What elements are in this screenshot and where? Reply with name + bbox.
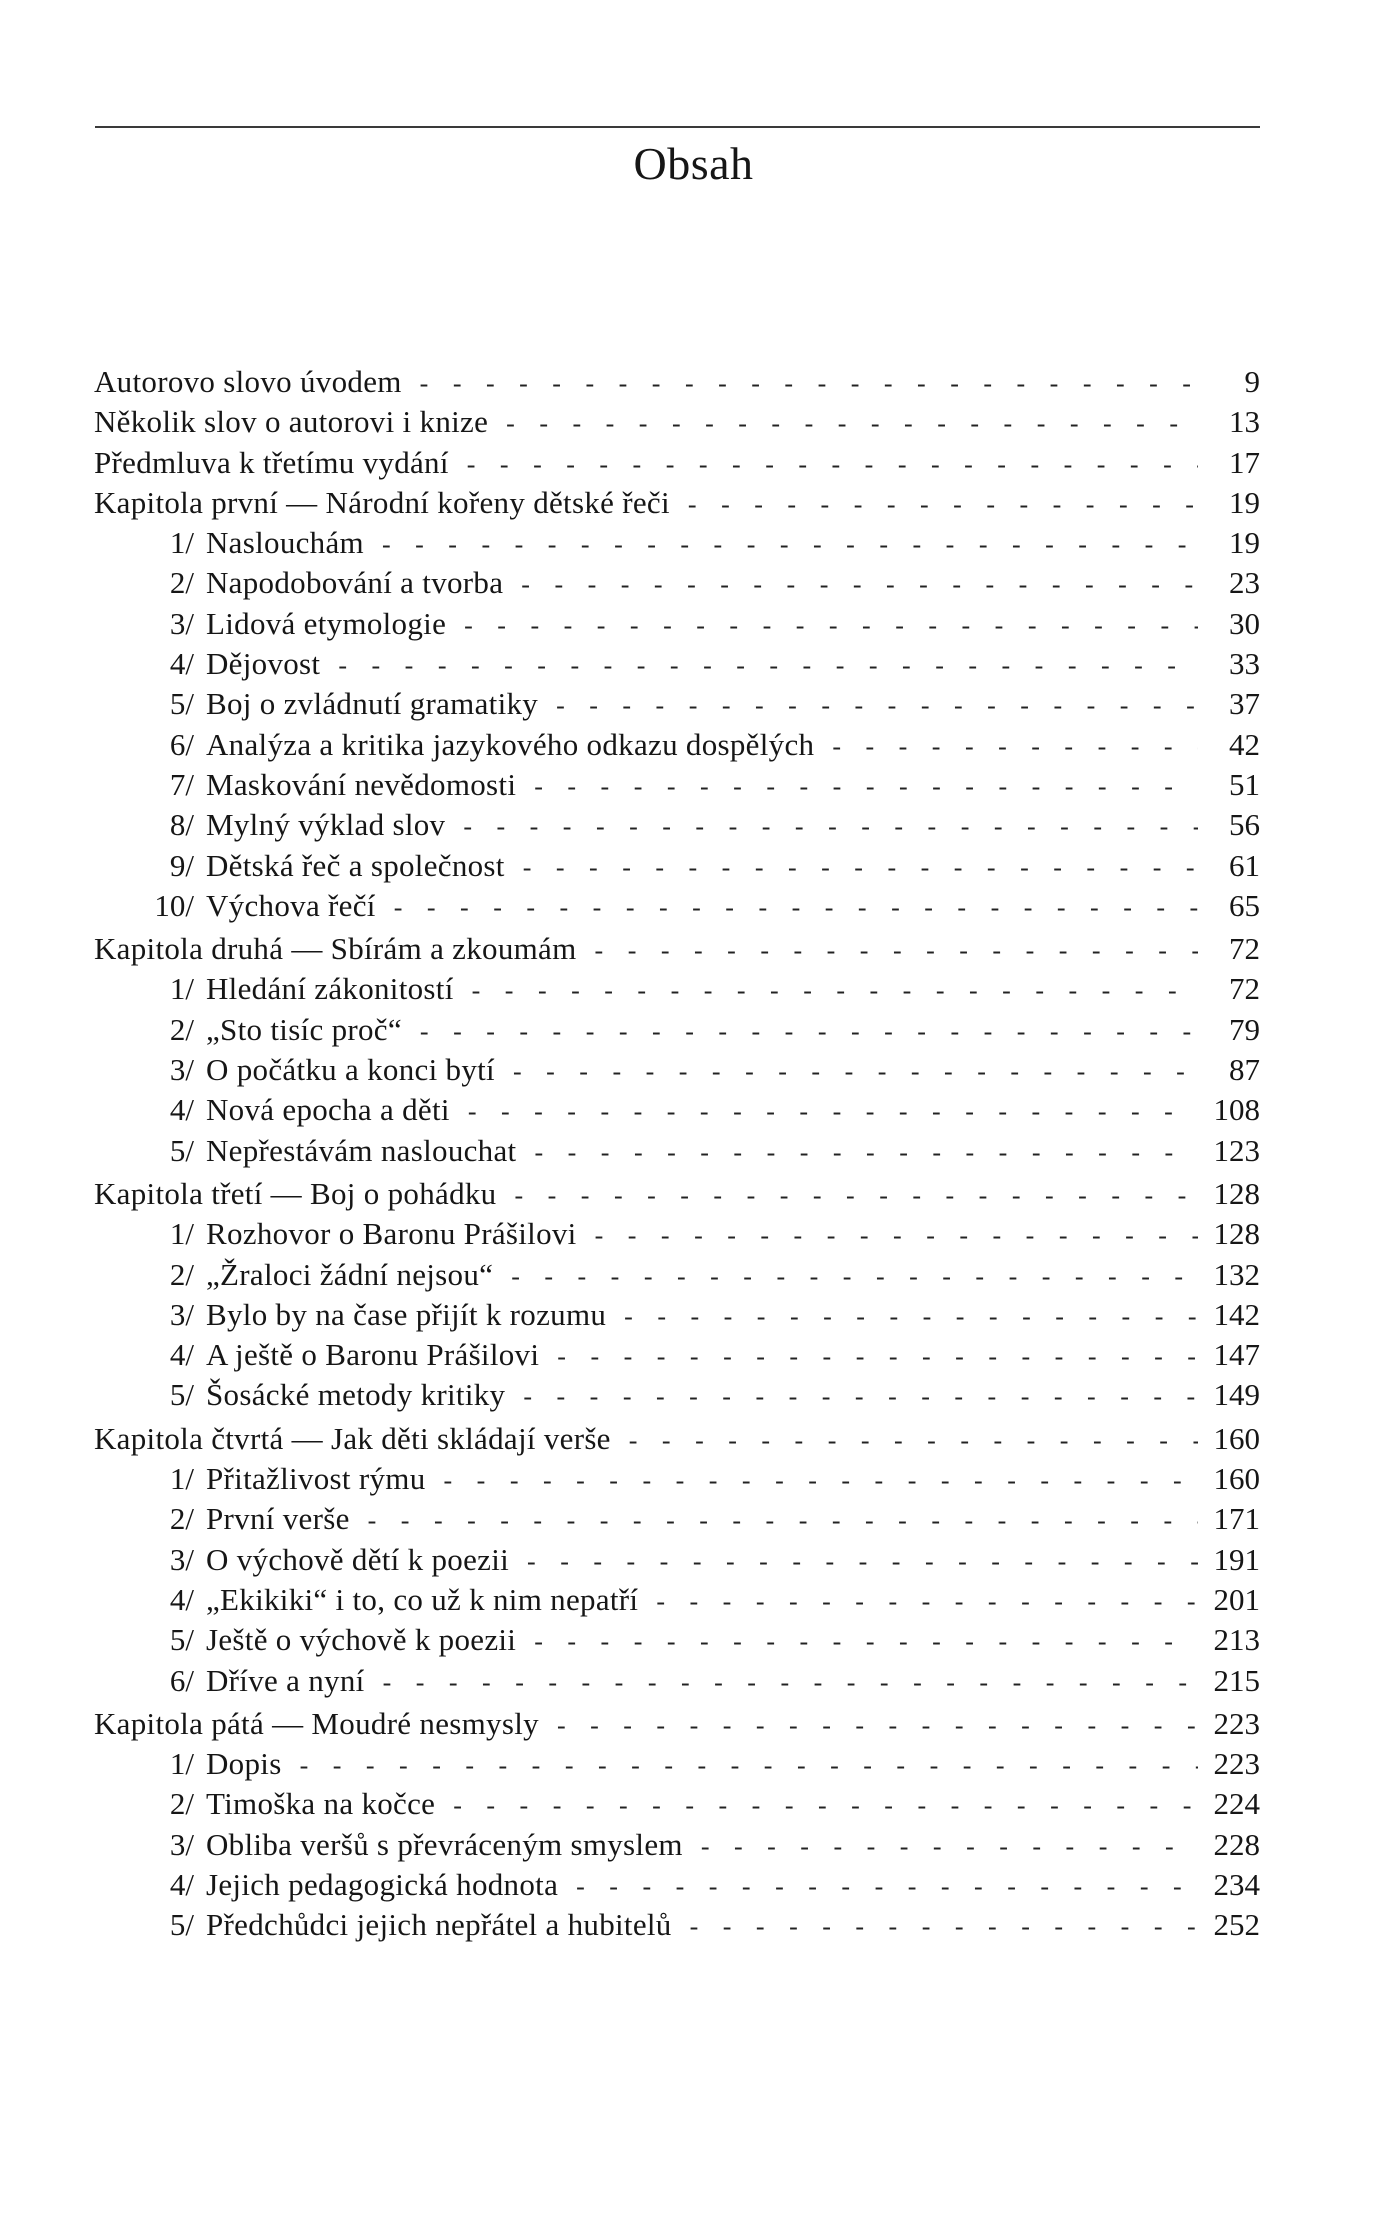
page-title: Obsah [633,138,754,189]
toc-subentry [94,1090,1260,1130]
dot-leader [690,1907,1198,1947]
dot-leader [506,404,1198,444]
toc-entry-page: 87 [1229,1052,1260,1088]
toc-entry-label: „Ekikiki“ i to, co už k nim nepatří [206,1581,639,1617]
dot-leader [511,1257,1198,1297]
toc-entry-page: 147 [1213,1337,1260,1373]
dot-leader [534,1133,1198,1173]
toc-entry-number: 3/ [169,1541,194,1577]
toc-entry-page: 128 [1213,1216,1260,1252]
toc-subentry [94,1131,1260,1171]
dot-leader [394,888,1198,928]
dot-leader [467,445,1198,485]
toc-entry-number: 1/ [169,1216,194,1252]
toc-entry-number: 3/ [169,605,194,641]
toc-entry-label: Kapitola druhá — Sbírám a zkoumám [94,931,577,967]
toc-entry-label: Lidová etymologie [206,605,447,641]
toc-entry-number: 5/ [169,1377,194,1413]
dot-leader [534,1622,1198,1662]
toc-entry-label: Předchůdci jejich nepřátel a hubitelů [206,1907,672,1943]
dot-leader [420,1012,1198,1052]
toc-entry-page: 19 [1229,525,1260,561]
toc-entry-page: 123 [1213,1132,1260,1168]
toc-entry-page: 213 [1213,1622,1260,1658]
toc-entry-label: Několik slov o autorovi i knize [94,404,489,440]
toc-entry-number: 5/ [169,686,194,722]
toc-entry-label: Analýza a kritika jazykového odkazu dospělých [206,726,815,762]
toc-entry-number: 2/ [169,1786,194,1822]
dot-leader [556,686,1198,726]
toc-entry-page: 30 [1229,605,1260,641]
toc-subentry [94,1335,1260,1375]
toc-entry-page: 191 [1213,1541,1260,1577]
toc-subentry [94,1580,1260,1620]
dot-leader [523,1377,1198,1417]
toc-entry-label: Autorovo slovo úvodem [94,364,402,399]
toc-entry-label: A ještě o Baronu Prášilovi [206,1337,540,1373]
toc-subentry [94,523,1260,563]
toc-entry-label: Kapitola pátá — Moudré nesmysly [94,1705,539,1741]
dot-leader [444,1461,1199,1501]
toc-entry-label: Dopis [206,1746,282,1782]
toc-entry-page: 23 [1229,565,1260,601]
toc-entry-label: Nepřestávám naslouchat [206,1132,517,1168]
toc-entry-page: 61 [1229,847,1260,883]
toc-entry-number: 5/ [169,1622,194,1658]
toc-chapter [94,1419,1260,1459]
dot-leader [368,1501,1198,1541]
toc-subentry [94,1499,1260,1539]
toc-entry-label: Mylný výklad slov [206,807,446,843]
toc-entry-page: 37 [1229,686,1260,722]
toc-entry-number: 2/ [169,1256,194,1292]
toc-entry-label: Šosácké metody kritiky [206,1377,506,1413]
toc-entry-label: „Sto tisíc proč“ [206,1011,402,1047]
toc-subentry [94,1540,1260,1580]
toc-chapter [94,1704,1260,1744]
toc-entry-label: Kapitola třetí — Boj o pohádku [94,1175,497,1211]
toc-entry-label: Ještě o výchově k poezii [206,1622,517,1658]
toc-entry-number: 8/ [169,807,194,843]
dot-leader [629,1421,1198,1461]
toc-entry-number: 3/ [169,1052,194,1088]
dot-leader [701,1827,1198,1867]
toc-entry-number: 3/ [169,1826,194,1862]
toc-entry-label: Nová epocha a děti [206,1092,450,1128]
dot-leader [534,767,1198,807]
toc-entry-label: Dříve a nyní [206,1662,365,1698]
toc-entry-page: 215 [1213,1662,1260,1698]
toc-entry-number: 3/ [169,1296,194,1332]
toc-chapter [94,1174,1260,1214]
toc-entry-label: Výchova řečí [206,887,376,923]
toc-subentry [94,1661,1260,1701]
toc-entry-number: 4/ [169,1092,194,1128]
toc-entry [94,443,1260,483]
dot-leader [595,931,1198,971]
toc-entry-number: 4/ [169,646,194,682]
toc-subentry [94,1784,1260,1824]
dot-leader [383,1663,1198,1703]
dot-leader [624,1297,1198,1337]
toc-subentry [94,1375,1260,1415]
toc-chapter [94,483,1260,523]
top-rule [95,126,1260,128]
toc-entry-number: 7/ [169,766,194,802]
toc-entry-label: Boj o zvládnutí gramatiky [206,686,539,722]
toc-entry-label: Předmluva k třetímu vydání [94,444,449,480]
dot-leader [338,646,1198,686]
toc-entry-page: 108 [1213,1092,1260,1128]
toc-subentry [94,765,1260,805]
dot-leader [832,727,1198,767]
toc-subentry [94,725,1260,765]
toc-entry-number: 6/ [169,1662,194,1698]
toc-entry-page: 9 [1244,364,1260,399]
toc-entry-page: 19 [1229,484,1260,520]
toc-entry-page: 132 [1213,1256,1260,1292]
toc-entry [94,362,1260,402]
toc-subentry [94,1255,1260,1295]
toc-entry-number: 2/ [169,565,194,601]
toc-entry-label: Kapitola čtvrtá — Jak děti skládají verše [94,1420,611,1456]
toc-entry-number: 10/ [154,887,194,923]
toc-entry-page: 142 [1213,1296,1260,1332]
toc-entry-number: 1/ [169,971,194,1007]
toc-entry-page: 128 [1213,1175,1260,1211]
toc-entry-page: 160 [1213,1461,1260,1497]
dot-leader [514,1176,1198,1216]
toc-entry-number: 4/ [169,1581,194,1617]
toc-entry-page: 51 [1229,766,1260,802]
toc-subentry [94,1744,1260,1784]
toc-entry-page: 171 [1213,1501,1260,1537]
toc-entry-number: 4/ [169,1866,194,1902]
dot-leader [382,525,1198,565]
toc-entry-number: 9/ [169,847,194,883]
toc-subentry [94,1620,1260,1660]
toc-subentry [94,563,1260,603]
dot-leader [300,1746,1198,1786]
toc-entry-label: O počátku a konci bytí [206,1052,495,1088]
toc-entry-label: Rozhovor o Baronu Prášilovi [206,1216,577,1252]
dot-leader [464,606,1198,646]
toc-entry-page: 13 [1229,404,1260,440]
toc-entry-page: 252 [1213,1907,1260,1943]
toc-entry-label: Obliba veršů s převráceným smyslem [206,1826,683,1862]
toc-entry-label: Kapitola první — Národní kořeny dětské řeči [94,484,670,520]
toc-entry-number: 1/ [169,1461,194,1497]
toc-entry-page: 234 [1213,1866,1260,1902]
toc-entry-number: 5/ [169,1132,194,1168]
toc-entry-label: Přitažlivost rýmu [206,1461,426,1497]
toc-entry-number: 2/ [169,1501,194,1537]
toc-subentry [94,1010,1260,1050]
toc-subentry [94,604,1260,644]
dot-leader [576,1867,1198,1907]
toc-entry [94,402,1260,442]
toc-entry-page: 160 [1213,1420,1260,1456]
toc-subentry [94,644,1260,684]
toc-entry-number: 5/ [169,1907,194,1943]
toc-entry-page: 65 [1229,887,1260,923]
toc-entry-label: Timoška na kočce [206,1786,436,1822]
toc-entry-label: Maskování nevědomosti [206,766,517,802]
toc-subentry [94,684,1260,724]
dot-leader [513,1052,1198,1092]
toc-subentry [94,1295,1260,1335]
toc-subentry [94,1214,1260,1254]
toc-entry-page: 56 [1229,807,1260,843]
toc-subentry [94,846,1260,886]
toc-entry-page: 149 [1213,1377,1260,1413]
toc-entry-label: První verše [206,1501,350,1537]
toc-subentry [94,805,1260,845]
toc-entry-label: O výchově dětí k poezii [206,1541,510,1577]
dot-leader [557,1706,1198,1746]
toc-entry-page: 33 [1229,646,1260,682]
toc-entry-number: 1/ [169,525,194,561]
dot-leader [420,364,1198,404]
toc-entry-page: 224 [1213,1786,1260,1822]
toc-entry-number: 2/ [169,1011,194,1047]
dot-leader [688,485,1198,525]
toc-entry-number: 4/ [169,1337,194,1373]
toc-entry-page: 79 [1229,1011,1260,1047]
dot-leader [656,1582,1198,1622]
dot-leader [468,1092,1198,1132]
dot-leader [463,807,1198,847]
dot-leader [521,565,1198,605]
toc-entry-number: 6/ [169,726,194,762]
toc-entry-page: 223 [1213,1746,1260,1782]
dot-leader [595,1216,1198,1256]
toc-entry-label: Dětská řeč a společnost [206,847,505,883]
toc-subentry [94,1050,1260,1090]
dot-leader [527,1542,1198,1582]
toc-entry-label: Napodobování a tvorba [206,565,504,601]
toc-entry-page: 223 [1213,1705,1260,1741]
toc-subentry [94,1865,1260,1905]
toc-entry-page: 17 [1229,444,1260,480]
toc-subentry [94,969,1260,1009]
toc-entry-page: 72 [1229,931,1260,967]
toc-entry-label: Jejich pedagogická hodnota [206,1866,559,1902]
toc-entry-page: 42 [1229,726,1260,762]
toc-entry-page: 228 [1213,1826,1260,1862]
toc-entry-label: Hledání zákonitostí [206,971,454,1007]
toc-subentry [94,886,1260,926]
toc-subentry [94,1905,1260,1945]
toc-entry-label: „Žraloci žádní nejsou“ [206,1256,494,1292]
toc-entry-label: Bylo by na čase přijít k rozumu [206,1296,607,1332]
toc-entry-page: 201 [1213,1581,1260,1617]
toc-chapter [94,929,1260,969]
toc-entry-page: 72 [1229,971,1260,1007]
toc-subentry [94,1459,1260,1499]
dot-leader [523,848,1198,888]
toc-entry-label: Dějovost [206,646,321,682]
toc-subentry [94,1825,1260,1865]
toc-entry-number: 1/ [169,1746,194,1782]
table-of-contents [94,362,1260,1946]
toc-entry-label: Naslouchám [206,525,364,561]
dot-leader [472,971,1198,1011]
dot-leader [453,1786,1198,1826]
dot-leader [557,1337,1198,1377]
